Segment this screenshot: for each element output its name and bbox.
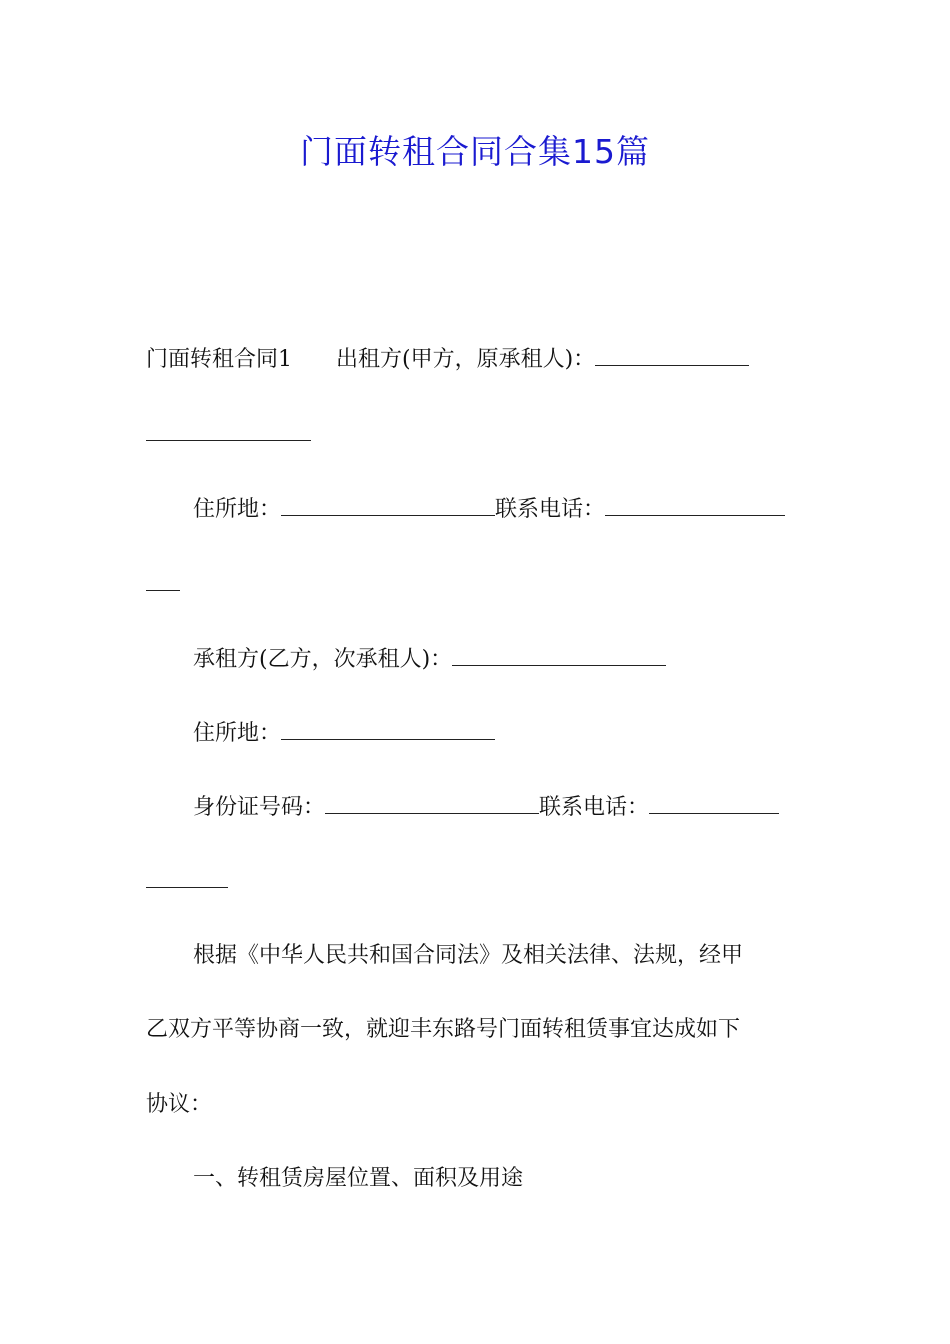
address-label-1: 住所地： [193, 497, 282, 522]
phone-label-1: 联系电话： [495, 497, 606, 522]
paragraph-line-3: 协议： [146, 1092, 213, 1117]
contract-heading: 门面转租合同1 [146, 347, 292, 372]
lessee-blank [452, 643, 666, 666]
lessor-line [146, 343, 749, 376]
lessee-line [193, 643, 666, 676]
lessor-address-line [193, 493, 785, 526]
paragraph-line-1: 根据《中华人民共和国合同法》及相关法律、法规，经甲 [193, 943, 744, 968]
lessor-blank-2 [146, 418, 311, 441]
phone-blank-1b [146, 568, 180, 591]
id-label: 身份证号码： [193, 795, 326, 820]
document-title: 门面转租合同合集15篇 [300, 132, 650, 171]
phone-blank-2b [146, 865, 228, 888]
address-blank-1 [281, 493, 495, 516]
id-blank [325, 791, 539, 814]
paragraph-line-2: 乙双方平等协商一致，就迎丰东路号门面转租赁事宜达成如下 [146, 1017, 741, 1042]
phone-blank-2 [649, 791, 779, 814]
section-1-heading: 一、转租赁房屋位置、面积及用途 [193, 1166, 524, 1191]
lessor-label: 出租方(甲方，原承租人)： [336, 347, 596, 372]
lessor-blank [595, 343, 749, 366]
phone-label-2: 联系电话： [539, 795, 650, 820]
phone-blank-2-continued [146, 865, 228, 898]
id-line [193, 791, 779, 824]
phone-blank-continued [146, 568, 180, 601]
phone-blank-1 [605, 493, 785, 516]
lessee-label: 承租方(乙方，次承租人)： [193, 647, 453, 672]
address-blank-2 [281, 717, 495, 740]
lessor-blank-continued [146, 418, 311, 451]
address-label-2: 住所地： [193, 721, 282, 746]
lessee-address-line [193, 717, 495, 750]
